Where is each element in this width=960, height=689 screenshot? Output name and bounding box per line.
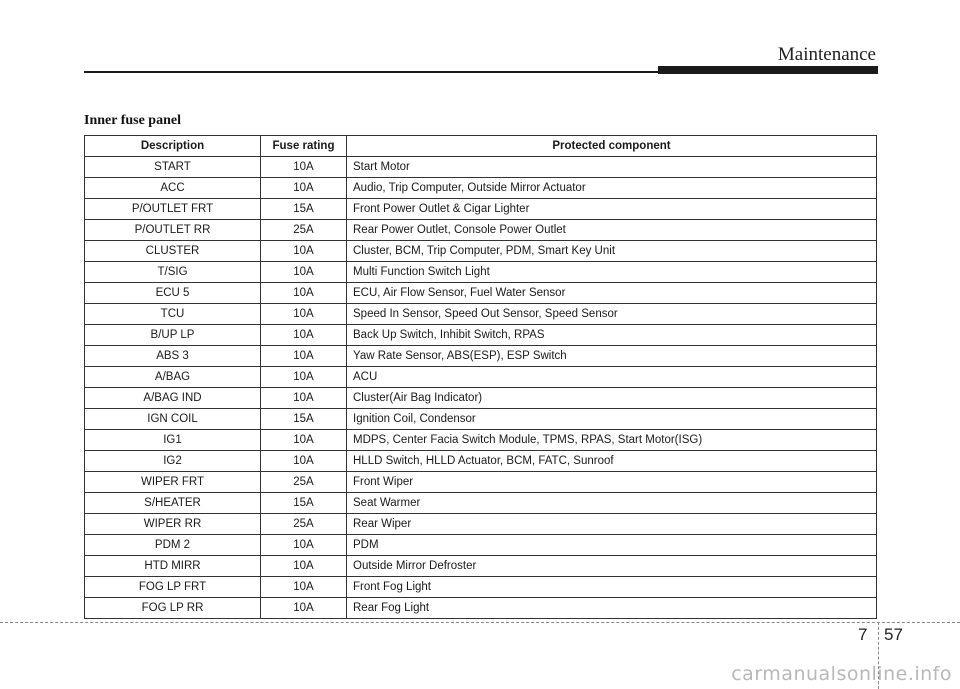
table-row [85,388,877,409]
fuse-rating-cell: 15A [261,199,347,220]
fuse-rating-cell: 10A [261,577,347,598]
description-cell: FOG LP RR [85,598,261,619]
protected-component-cell: Rear Fog Light [347,598,877,619]
fuse-rating-cell: 10A [261,283,347,304]
protected-component-cell: Back Up Switch, Inhibit Switch, RPAS [347,325,877,346]
fuse-rating-cell: 10A [261,262,347,283]
fuse-rating-cell: 10A [261,535,347,556]
fuse-rating-cell: 10A [261,304,347,325]
table-row [85,262,877,283]
description-cell: IG1 [85,430,261,451]
fuse-rating-cell: 10A [261,556,347,577]
description-cell: START [85,157,261,178]
protected-component-cell: Ignition Coil, Condensor [347,409,877,430]
protected-component-cell: Cluster(Air Bag Indicator) [347,388,877,409]
description-cell: T/SIG [85,262,261,283]
description-cell: A/BAG IND [85,388,261,409]
table-row [85,346,877,367]
fuse-rating-cell: 15A [261,493,347,514]
description-cell: PDM 2 [85,535,261,556]
description-cell: CLUSTER [85,241,261,262]
table-row [85,451,877,472]
protected-component-cell: ECU, Air Flow Sensor, Fuel Water Sensor [347,283,877,304]
page-number: 57 [884,625,903,644]
protected-component-cell: PDM [347,535,877,556]
fuse-rating-cell: 10A [261,178,347,199]
description-cell: TCU [85,304,261,325]
watermark-text: carmanualsonline.info [731,663,952,685]
protected-component-cell: Audio, Trip Computer, Outside Mirror Actuator [347,178,877,199]
description-cell: B/UP LP [85,325,261,346]
table-header-row [85,136,877,157]
table-row [85,304,877,325]
table-row [85,514,877,535]
description-cell: IGN COIL [85,409,261,430]
table-row [85,178,877,199]
description-cell: WIPER RR [85,514,261,535]
fuse-rating-cell: 10A [261,388,347,409]
table-body [85,157,877,619]
description-cell: IG2 [85,451,261,472]
description-cell: ACC [85,178,261,199]
description-cell: FOG LP FRT [85,577,261,598]
description-cell: ECU 5 [85,283,261,304]
table-row [85,199,877,220]
protected-component-cell: Front Fog Light [347,577,877,598]
protected-component-cell: Start Motor [347,157,877,178]
description-cell: ABS 3 [85,346,261,367]
protected-component-cell: MDPS, Center Facia Switch Module, TPMS, RPAS, Start Motor(ISG) [347,430,877,451]
fuse-table [84,135,877,619]
table-row [85,556,877,577]
table-row [85,241,877,262]
fuse-rating-cell: 25A [261,472,347,493]
table-row [85,472,877,493]
header-rule-thick [658,66,878,74]
fuse-rating-cell: 10A [261,430,347,451]
description-cell: HTD MIRR [85,556,261,577]
description-cell: P/OUTLET RR [85,220,261,241]
protected-component-cell: Speed In Sensor, Speed Out Sensor, Speed Sensor [347,304,877,325]
fuse-rating-cell: 25A [261,514,347,535]
description-cell: WIPER FRT [85,472,261,493]
section-title: Inner fuse panel [84,113,181,128]
column-header-protected-component: Protected component [347,136,877,157]
column-header-fuse-rating: Fuse rating [261,136,347,157]
fuse-rating-cell: 10A [261,367,347,388]
header-rule-thin [84,71,664,73]
description-cell: P/OUTLET FRT [85,199,261,220]
protected-component-cell: Front Power Outlet & Cigar Lighter [347,199,877,220]
protected-component-cell: Front Wiper [347,472,877,493]
table-row [85,535,877,556]
footer-divider [0,622,960,623]
chapter-number: 7 [858,625,868,644]
fuse-rating-cell: 10A [261,325,347,346]
table-row [85,367,877,388]
column-header-description: Description [85,136,261,157]
protected-component-cell: HLLD Switch, HLLD Actuator, BCM, FATC, Sunroof [347,451,877,472]
description-cell: A/BAG [85,367,261,388]
fuse-rating-cell: 10A [261,346,347,367]
table-row [85,325,877,346]
protected-component-cell: Yaw Rate Sensor, ABS(ESP), ESP Switch [347,346,877,367]
fuse-rating-cell: 10A [261,157,347,178]
fuse-rating-cell: 10A [261,451,347,472]
fuse-rating-cell: 15A [261,409,347,430]
protected-component-cell: Rear Power Outlet, Console Power Outlet [347,220,877,241]
table-row [85,577,877,598]
protected-component-cell: Rear Wiper [347,514,877,535]
table-row [85,493,877,514]
table-row [85,598,877,619]
protected-component-cell: Cluster, BCM, Trip Computer, PDM, Smart Key Unit [347,241,877,262]
protected-component-cell: Seat Warmer [347,493,877,514]
fuse-rating-cell: 10A [261,598,347,619]
protected-component-cell: Multi Function Switch Light [347,262,877,283]
protected-component-cell: Outside Mirror Defroster [347,556,877,577]
table-row [85,220,877,241]
table-row [85,157,877,178]
table-row [85,409,877,430]
table-row [85,283,877,304]
header-title: Maintenance [777,44,876,65]
fuse-rating-cell: 25A [261,220,347,241]
fuse-rating-cell: 10A [261,241,347,262]
protected-component-cell: ACU [347,367,877,388]
table-row [85,430,877,451]
description-cell: S/HEATER [85,493,261,514]
